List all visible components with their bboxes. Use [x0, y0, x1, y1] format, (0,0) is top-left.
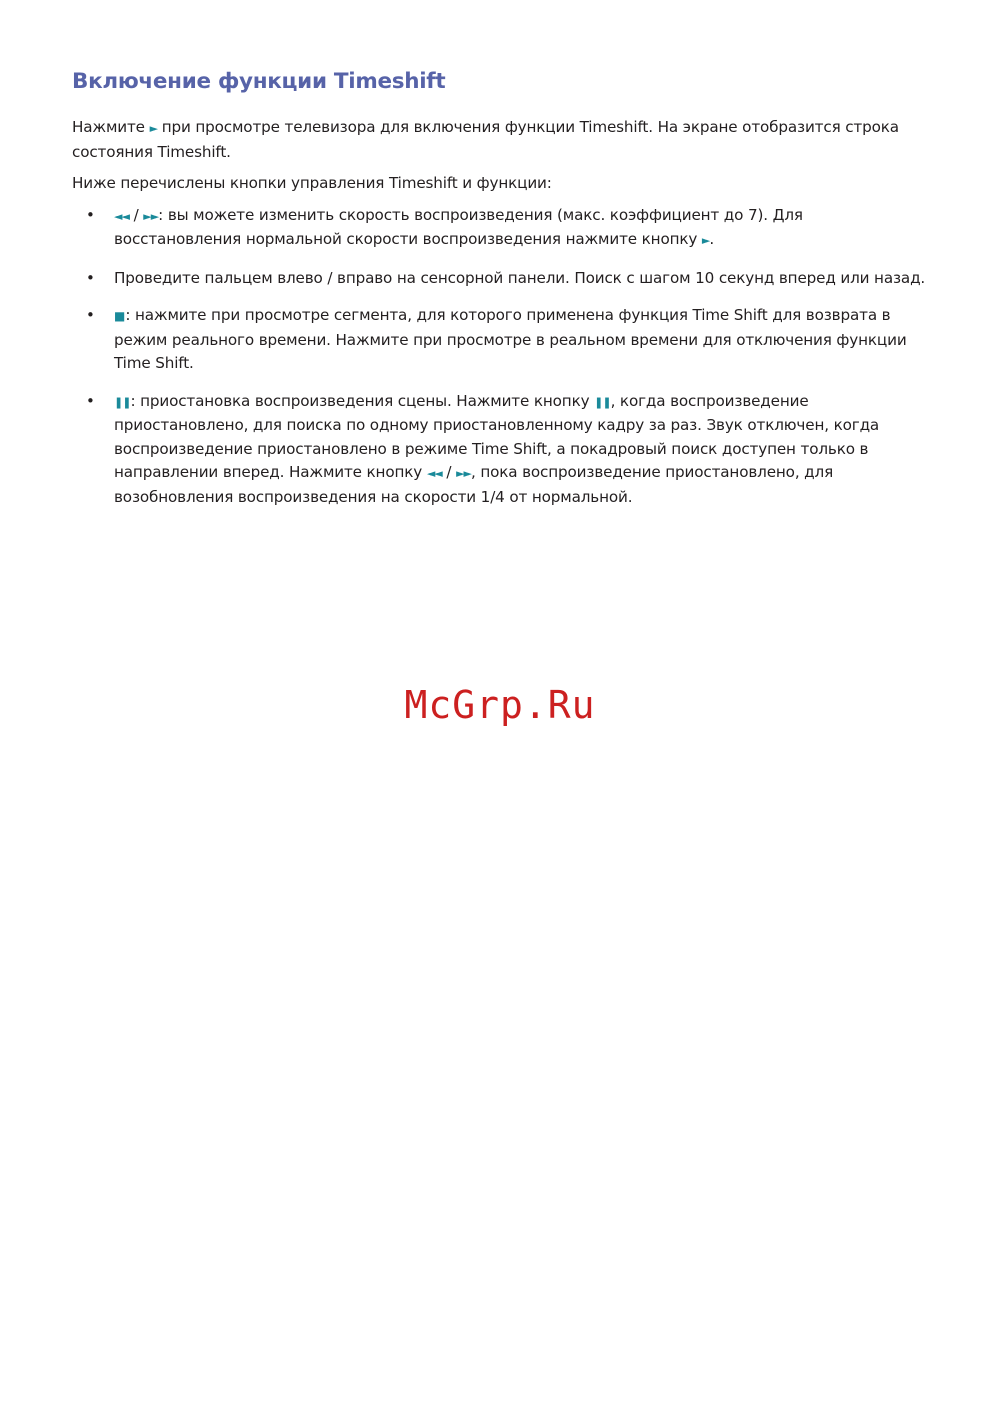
item4-text-c: / — [441, 463, 457, 481]
pause-icon: ❚❚ — [594, 395, 611, 409]
page-title: Включение функции Timeshift — [72, 69, 446, 94]
item4-text-a: : приостановка воспроизведения сцены. Нажмите кнопку — [130, 391, 595, 410]
play-icon: ► — [149, 122, 158, 135]
list-item — [72, 390, 928, 510]
watermark: McGrp.Ru — [404, 683, 596, 727]
pause-icon: ❚❚ — [114, 395, 131, 409]
bullet: • — [86, 205, 95, 224]
stop-icon: ■ — [114, 309, 126, 323]
rewind-icon: ◄◄ — [426, 467, 442, 480]
item1-text-c: . — [709, 230, 715, 248]
item3-text: : нажмите при просмотре сегмента, для которого применена функция Time Shift для возврата в режим реального времени. Нажмите при просмотре в реальном времени для отключения функции Time Shift. — [114, 306, 907, 372]
list-intro: Ниже перечислены кнопки управления Timeshift и функции: — [72, 174, 552, 192]
bullet: • — [86, 268, 95, 287]
item2-text: Проведите пальцем влево / вправо на сенсорной панели. Поиск с шагом 10 секунд вперед или назад. — [114, 268, 926, 287]
intro-paragraph — [72, 116, 928, 164]
intro-text-b: при просмотре телевизора для включения функции Timeshift. На экране отобразится строка состояния Timeshift. — [72, 118, 899, 161]
intro-text-a: Нажмите — [72, 118, 150, 136]
item1-text-b: : вы можете изменить скорость воспроизведения (макс. коэффициент до 7). Для восстановления нормальной скорости воспроизведения нажмите кнопку — [114, 205, 803, 248]
item1-text-a: / — [128, 205, 144, 224]
list-item — [72, 267, 928, 291]
bullet: • — [86, 306, 95, 324]
rewind-icon: ◄◄ — [114, 209, 129, 223]
play-icon: ► — [701, 234, 710, 247]
bullet: • — [86, 391, 95, 410]
controls-list — [72, 204, 928, 510]
list-item — [72, 204, 928, 253]
fast-forward-icon: ►► — [456, 467, 471, 480]
item4-text-d: , пока воспроизведение приостановлено, для возобновления воспроизведения на скорости 1/4 от нормальной. — [114, 463, 834, 506]
document-page — [72, 62, 928, 523]
item4-text-b: , когда воспроизведение приостановлено, для поиска по одному приостановленному кадру за раз. Звук отключен, когда воспроизведение приостановлено в режиме Time Shift, а покадровый поиск доступен только в направлении вперед. Нажмите кнопку — [114, 391, 880, 481]
fast-forward-icon: ►► — [143, 209, 159, 223]
list-item — [72, 304, 928, 376]
